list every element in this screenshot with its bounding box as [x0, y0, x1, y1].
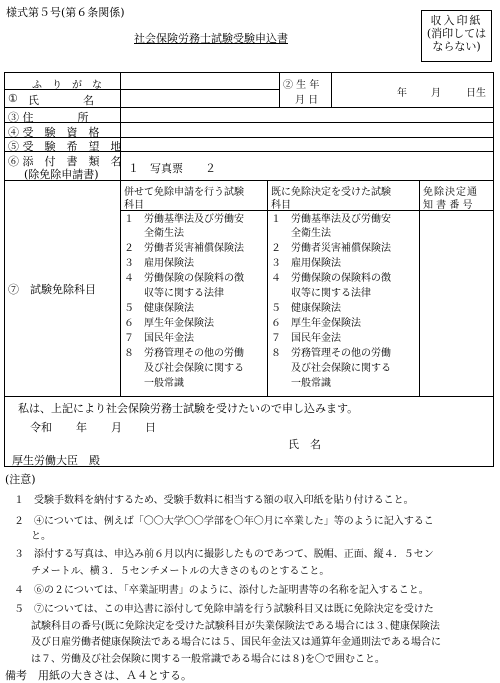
- birth-label-1: ② 生 年: [283, 80, 320, 91]
- note-line: ３ 添付する写真は、申込み前６月以内に撮影したものであつて、脱帽、正面、縦４．５セン: [14, 549, 434, 560]
- subject-line: １ 労働基準法及び労働安: [271, 214, 391, 225]
- subject-line: 収等に関する法律: [271, 288, 371, 299]
- subject-line: ６ 厚生年金保険法: [271, 318, 361, 329]
- subject-line: 一般常識: [124, 378, 184, 389]
- remark: 備考 用紙の大きさは、Ａ４とする。: [5, 669, 192, 682]
- declaration-text: 私は、上記により社会保険労務士試験を受けたいので申し込みます。: [18, 402, 359, 415]
- subject-line: ８ 労務管理その他の労働: [124, 348, 244, 359]
- note-line: ２ ④については、例えば「〇〇大学〇〇学部を〇年〇月に卒業した」等のように記入するこ: [14, 516, 434, 527]
- birth-label-divider-right: [331, 72, 332, 107]
- exemption-col3-header-2: 知 書 番 号: [423, 200, 473, 211]
- subject-line: ４ 労働保険の保険料の徴: [271, 273, 391, 284]
- location-label: ⑤ 受 験 希 望 地: [8, 140, 122, 153]
- exemption-subject-list-requested: [124, 213, 266, 395]
- subject-line: ６ 厚生年金保険法: [124, 318, 214, 329]
- subject-line: ５ 健康保険法: [271, 303, 341, 314]
- addressee: 厚生労働大臣 殿: [12, 454, 100, 467]
- notes-heading: (注意): [5, 473, 36, 486]
- note-line: は７、労働及び社会保険に関する一般常識である場合には８)を〇で囲むこと。: [31, 654, 385, 665]
- subject-line: 及び社会保険に関する: [124, 363, 244, 374]
- exemption-label: ⑦ 試験免除科目: [8, 283, 96, 296]
- date-month: 月: [111, 421, 122, 434]
- row-divider-declaration: [4, 396, 494, 397]
- birth-day-unit: 日生: [466, 88, 486, 99]
- note-line: チメートル、横３．５センチメートルの大きさのものとすること。: [31, 566, 330, 577]
- subject-line: 一般常識: [271, 378, 331, 389]
- revenue-stamp-box: [421, 10, 492, 62]
- address-label: ③ 住 所: [8, 111, 89, 124]
- birth-month-unit: 月: [431, 88, 441, 99]
- exemption-subject-list-decided: [271, 213, 417, 395]
- note-line: と。: [31, 531, 51, 542]
- subject-line: ７ 国民年金法: [124, 333, 194, 344]
- exemption-column-divider-1: [267, 180, 268, 396]
- note-line: １ 受験手数料を納付するため、受験手数料に相当する額の収入印紙を貼り付けること。: [14, 495, 414, 506]
- name-label: 氏 名: [28, 94, 94, 107]
- document-title: 社会保険労務士試験受験申込書: [134, 32, 288, 45]
- subject-line: ３ 雇用保険法: [124, 258, 194, 269]
- birth-year-unit: 年: [397, 88, 407, 99]
- birth-label-2: 月 日: [295, 95, 319, 106]
- name-number: ①: [8, 92, 18, 105]
- exemption-col2-header-2: 科目: [271, 200, 291, 211]
- subject-line: ８ 労務管理その他の労働: [271, 348, 391, 359]
- subject-line: ５ 健康保険法: [124, 303, 194, 314]
- subject-line: １ 労働基準法及び労働安: [124, 214, 244, 225]
- subject-line: 全衛生法: [271, 228, 331, 239]
- note-line: 試験科目の番号(既に免除決定を受けた試験科目が失業保険法である場合には３､健康保険法: [31, 621, 440, 632]
- subject-line: 収等に関する法律: [124, 288, 224, 299]
- subject-line: ２ 労働者災害補償保険法: [271, 243, 391, 254]
- exemption-col2-header-1: 既に免除決定を受けた試験: [271, 187, 391, 198]
- subject-line: ４ 労働保険の保険料の徴: [124, 273, 244, 284]
- note-line: ５ ⑦については、この申込書に添付して免除申請を行う試験科目又は既に免除決定を受けた: [14, 604, 434, 615]
- birth-label-divider-left: [279, 72, 280, 107]
- signature-name-label: 氏 名: [288, 438, 321, 451]
- form-label: 様式第５号(第６条関係): [6, 6, 125, 19]
- exemption-col1-header-2: 科目: [124, 200, 144, 211]
- date-year: 年: [76, 421, 87, 434]
- stamp-line-3: ならない): [432, 40, 481, 53]
- exemption-col3-header-1: 免除決定通: [423, 187, 478, 198]
- subject-line: 及び社会保険に関する: [271, 363, 391, 374]
- exemption-column-divider-2: [419, 180, 420, 396]
- subject-line: 全衛生法: [124, 228, 184, 239]
- label-column-divider: [120, 72, 121, 396]
- subject-line: ２ 労働者災害補償保険法: [124, 243, 244, 254]
- note-line: 及び日雇労働者健康保険法である場合には５、国民年金法又は通算年金通則法である場合に: [31, 637, 441, 648]
- stamp-line-2: (消印しては: [426, 27, 487, 40]
- stamp-line-1: 収入印紙: [430, 14, 483, 27]
- exemption-col1-header-1: 併せて免除申請を行う試験: [124, 187, 244, 198]
- documents-label-1: ⑥ 添 付 書 類 名: [8, 155, 122, 168]
- date-era: 令和: [30, 421, 52, 434]
- documents-value: １ 写真票 ２: [128, 162, 216, 175]
- documents-label-2: (除免除申請書): [24, 168, 99, 181]
- date-day: 日: [145, 421, 156, 434]
- note-line: ４ ⑥の２については、「卒業証明書」のように、添付した証明書等の名称を記入すること。: [14, 585, 429, 596]
- subject-line: ３ 雇用保険法: [271, 258, 341, 269]
- subject-line: ７ 国民年金法: [271, 333, 341, 344]
- furigana-label: ふ り が な: [32, 80, 102, 91]
- qualification-label: ④ 受 験 資 格: [8, 126, 100, 139]
